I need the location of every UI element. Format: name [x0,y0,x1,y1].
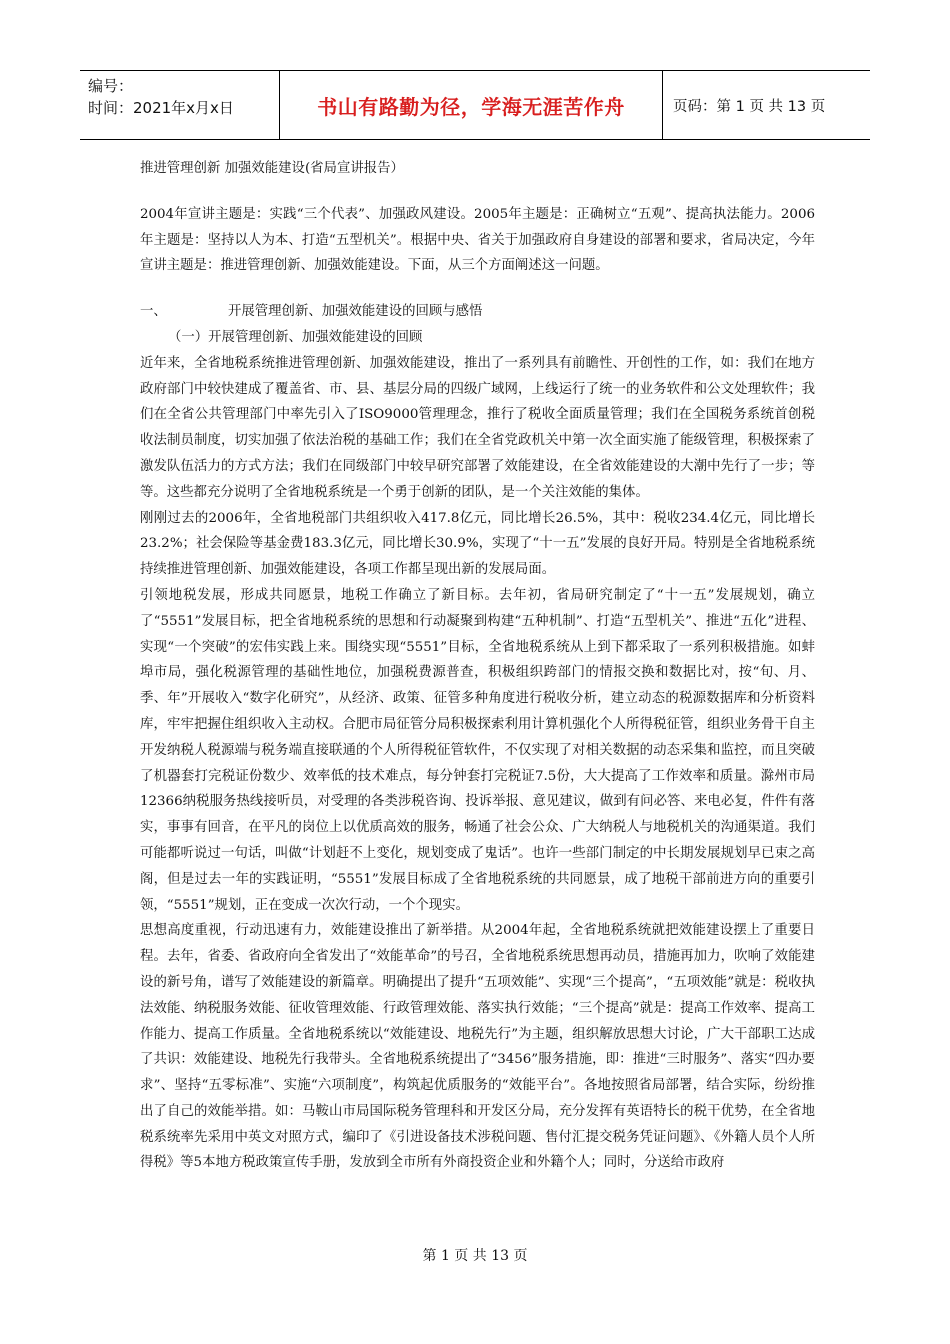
body-paragraph: 刚刚过去的2006年，全省地税部门共组织收入417.8亿元，同比增长26.5%，其中：税收234.4亿元，同比增长23.2%；社会保险等基金费183.3亿元，同比增长30.9%，实现了“十一五”发展的良好开局。特别是全省地税系统持续推进管理创新、加强效能建设，各项工作都呈现出新的发展局面。 [140,510,815,578]
intro-paragraph: 2004年宣讲主题是：实践“三个代表”、加强政风建设。2005年主题是：正确树立“五观”、提高执法能力。2006年主题是：坚持以人为本、打造“五型机关”。根据中央、省关于加强政府自身建设的部署和要求，省局决定，今年宣讲主题是：推进管理创新、加强效能建设。下面，从三个方面阐述这一问题。 [140,206,815,274]
subsection-heading: （一）开展管理创新、加强效能建设的回顾 [168,329,423,345]
body-paragraph: 思想高度重视，行动迅速有力，效能建设推出了新举措。从2004年起，全省地税系统就把效能建设摆上了重要日程。去年，省委、省政府向全省发出了“效能革命”的号召，全省地税系统思想再动员，措施再加力，吹响了效能建设的新号角，谱写了效能建设的新篇章。明确提出了提升“五项效能”、实现“三个提高”，“五项效能”就是：税收执法效能、纳税服务效能、征收管理效能、行政管理效能、落实执行效能；“三个提高”就是：提高工作效率、提高工作能力、提高工作质量。全省地税系统以“效能建设、地税先行”为主题，组织解放思想大讨论，广大干部职工达成了共识：效能建设、地税先行我带头。全省地税系统提出了“3456”服务措施，即：推进“三时服务”、落实“四办要求”、坚持“五零标准”、实施“六项制度”，构筑起优质服务的“效能平台”。各地按照省局部署，结合实际，纷纷推出了自己的效能举措。如：马鞍山市局国际税务管理科和开发区分局，充分发挥有英语特长的税干优势，在全省地税系统率先采用中英文对照方式，编印了《引进设备技术涉税问题、售付汇提交税务凭证问题》、《外籍人员个人所得税》等5本地方税政策宣传手册，发放到全市所有外商投资企业和外籍个人；同时，分送给市政府 [140,923,815,1171]
header-meta [80,71,280,139]
doc-number-label: 编号： [88,77,134,95]
section-title: 开展管理创新、加强效能建设的回顾与感悟 [228,304,483,320]
body-paragraph: 近年来，全省地税系统推进管理创新、加强效能建设，推出了一系列具有前瞻性、开创性的工作，如：我们在地方政府部门中较快建成了覆盖省、市、县、基层分局的四级广域网，上线运行了统一的业务软件和公文处理软件；我们在全省公共管理部门中率先引入了ISO9000管理理念，推行了税收全面质量管理；我们在全国税务系统首创税收法制员制度，切实加强了依法治税的基础工作；我们在全省党政机关中第一次全面实施了能级管理，积极探索了激发队伍活力的方式方法；我们在同级部门中较早研究部署了效能建设，在全省效能建设的大潮中先行了一步；等等。这些都充分说明了全省地税系统是一个勇于创新的团队，是一个关注效能的集体。 [140,355,815,500]
section-heading [140,299,815,325]
body-paragraph: 引领地税发展，形成共同愿景，地税工作确立了新目标。去年初，省局研究制定了“十一五”发展规划，确立了“5551”发展目标，把全省地税系统的思想和行动凝聚到构建“五种机制”、打造“五型机关”、推进“五化”进程、实现“一个突破”的宏伟实践上来。围绕实现“5551”目标，全省地税系统从上到下都采取了一系列积极措施。如蚌埠市局，强化税源管理的基础性地位，加强税费源普查，积极组织跨部门的情报交换和数据比对，按“旬、月、季、年”开展收入“数字化研究”，从经济、政策、征管多种角度进行税收分析，建立动态的税源数据库和分析资料库，牢牢把握住组织收入主动权。合肥市局征管分局积极探索利用计算机强化个人所得税征管，组织业务骨干自主开发纳税人税源端与税务端直接联通的个人所得税征管软件，不仅实现了对相关数据的动态采集和监控，而且突破了机器套打完税证份数少、效率低的技术难点，每分钟套打完税证7.5份，大大提高了工作效率和质量。滁州市局12366纳税服务热线接听员，对受理的各类涉税咨询、投诉举报、意见建议，做到有问必答、来电必复，件件有落实，事事有回音，在平凡的岗位上以优质高效的服务，畅通了社会公众、广大纳税人与地税机关的沟通渠道。我们可能都听说过一句话，叫做“计划赶不上变化，规划变成了鬼话”。也许一些部门制定的中长期发展规划早已束之高阁，但是过去一年的实践证明，“5551”发展目标成了全省地税系统的共同愿景，成了地税干部前进方向的重要引领，“5551”规划，正在变成一次次行动，一个个现实。 [140,587,815,913]
page-footer: 第 1 页 共 13 页 [422,1248,528,1264]
page-header [80,70,870,140]
page-info: 页码：第 1 页 共 13 页 [673,98,826,115]
document-body [140,150,815,1176]
time-label: 时间：2021年x月x日 [88,99,234,117]
header-motto: 书山有路勤为径，学海无涯苦作舟 [280,71,663,139]
section-number: 一、 [140,304,167,320]
document-title: 推进管理创新 加强效能建设(省局宣讲报告） [140,161,404,176]
